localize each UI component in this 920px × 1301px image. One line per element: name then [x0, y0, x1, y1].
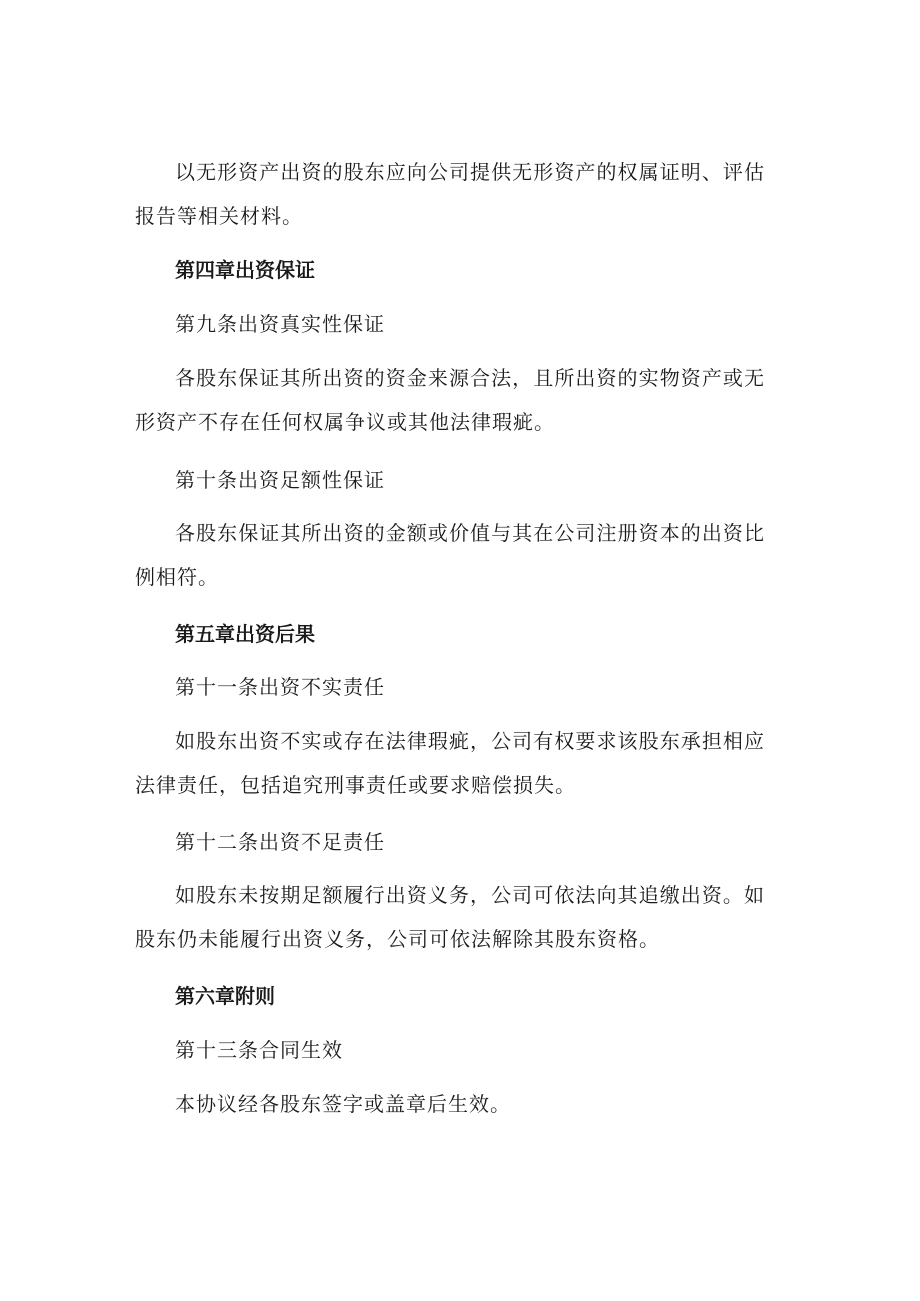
paragraph-article-9: 各股东保证其所出资的资金来源合法，且所出资的实物资产或无形资产不存在任何权属争议或其他法律瑕疵。	[135, 366, 765, 434]
article-heading-13: 第十三条合同生效	[175, 1038, 343, 1062]
chapter-heading-4: 第四章出资保证	[175, 258, 315, 282]
paragraph-article-11: 如股东出资不实或存在法律瑕疵，公司有权要求该股东承担相应法律责任，包括追究刑事责任或要求赔偿损失。	[135, 729, 765, 797]
paragraph-article-10: 各股东保证其所出资的金额或价值与其在公司注册资本的出资比例相符。	[135, 521, 765, 589]
paragraph-article-12: 如股东未按期足额履行出资义务，公司可依法向其追缴出资。如股东仍未能履行出资义务，公司可依法解除其股东资格。	[135, 883, 765, 951]
article-heading-9: 第九条出资真实性保证	[175, 312, 385, 336]
article-heading-11: 第十一条出资不实责任	[175, 675, 385, 699]
paragraph-intangible-assets: 以无形资产出资的股东应向公司提供无形资产的权属证明、评估报告等相关材料。	[135, 160, 765, 228]
chapter-heading-6: 第六章附则	[175, 984, 275, 1008]
paragraph-article-13: 本协议经各股东签字或盖章后生效。	[175, 1092, 511, 1116]
article-heading-12: 第十二条出资不足责任	[175, 830, 385, 854]
article-heading-10: 第十条出资足额性保证	[175, 468, 385, 492]
chapter-heading-5: 第五章出资后果	[175, 622, 315, 646]
